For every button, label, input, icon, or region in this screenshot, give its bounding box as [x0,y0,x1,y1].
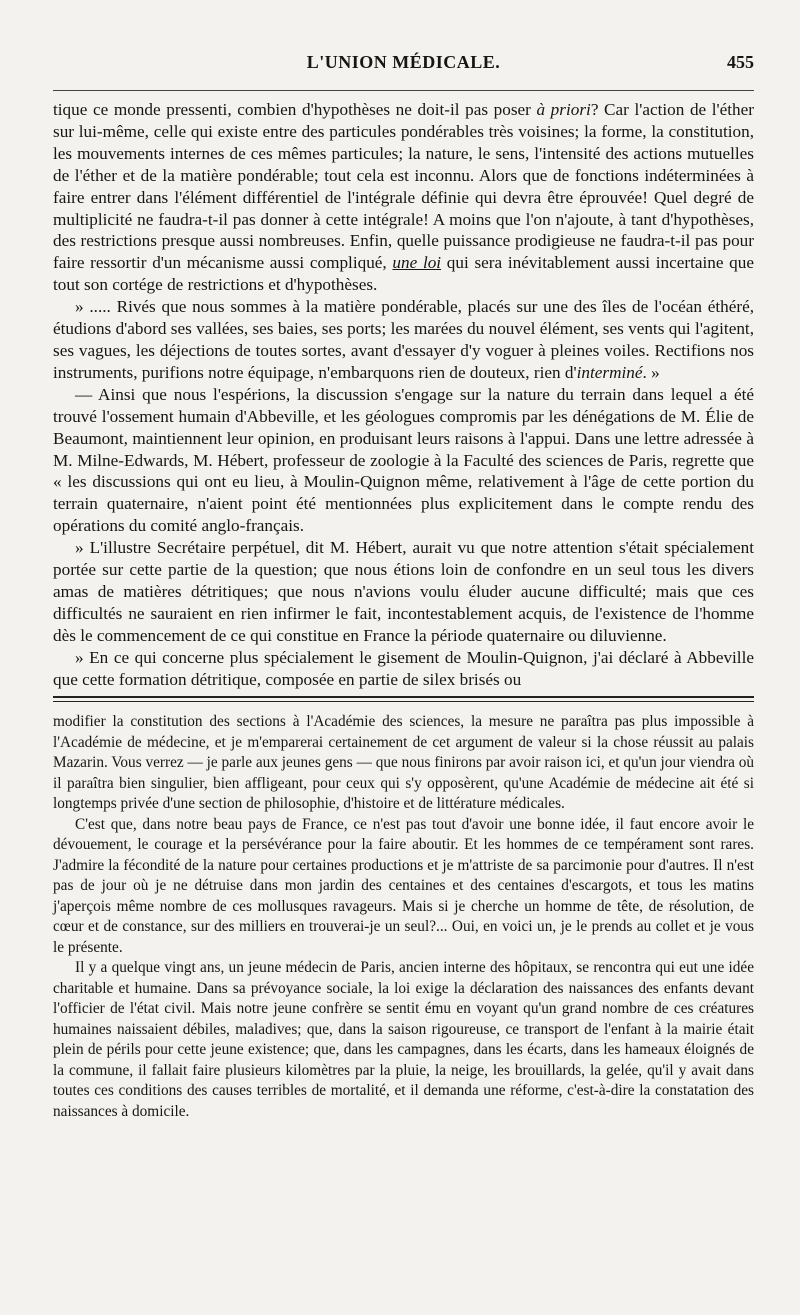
footnote-paragraph: C'est que, dans notre beau pays de France, ce n'est pas tout d'avoir une bonne idée, il faut encore avoir le dévouement, le courage et la persévérance pour la faire aboutir. Et les hommes de ce tempérament sont rares. J'admire la fécondité de la nature pour certaines productions et je m'attriste de sa parcimonie pour d'autres. Il n'est pas de jour où je ne détruise dans mon jardin des centaines et des centaines d'escargots, et tous les matins j'aperçois même nombre de ces mollusques ravageurs. Mais si je cherche un homme de tête, de résolution, de cœur et de constance, sur des milliers en trouverai-je un seul?... Oui, en voici un, je le prends au collet et je vous le présente. [53,815,754,956]
running-head [53,52,754,82]
text-run: tique ce monde pressenti, combien d'hypothèses ne doit-il pas poser [53,100,537,119]
text-run: qui sera inévitablement aussi incertaine que tout son cortége de restrictions et d'hypothèses. [53,253,755,295]
paragraph: — Ainsi que nous l'espérions, la discussion s'engage sur la nature du terrain dans lequel a été trouvé l'ossement humain d'Abbeville, et les géologues compromis par les dénégations de M. Élie de Beaumont, maintiennent leur opinion, en produisant leurs raisons à l'appui. Dans une lettre adressée à M. Milne-Edwards, M. Hébert, professeur de zoologie à la Faculté des sciences de Paris, regrette que « les discussions qui ont eu lieu, à Moulin-Quignon même, relativement à l'âge de cette portion du terrain quaternaire, n'aient point été mentionnées plus explicitement dans le compte rendu des opérations du comité anglo-français. [53,384,754,536]
footnote-text [53,712,754,1122]
text-run: » ..... Rivés que nous sommes à la matière pondérable, placés sur une des îles de l'océan éthéré, étudions d'abord ses vallées, ses baies, ses ports; les marées du nouvel élément, ses vents qui l'agitent, ses vagues, les déjections de toutes sortes, avant d'essayer d'y voguer à pleines voiles. Rectifions nos instruments, purifions notre équipage, n'embarquons rien de douteux, rien d' [53,297,754,382]
paragraph [53,296,754,384]
footnote-rule [53,696,754,702]
paragraph [53,99,754,296]
italic-text: à priori [536,100,591,119]
main-text [53,99,754,690]
text-run: ? Car l'action de l'éther sur lui-même, celle qui existe entre des particules pondérables très voisines; la forme, la constitution, les mouvements internes de ces mêmes particules; la nature, le sens, l'intensité des actions mutuelles de l'éther et de la matière pondérable; tout cela est inconnu. Alors que de fonctions indéterminées à faire entrer dans l'élément différentiel de l'intégrale définie qui devra être éprouvée! Quel degré de multiplicité ne faudra-t-il pas donner à cette intégrale! A moins que l'on n'ajoute, à tant d'hypothèses, des restrictions presque aussi nombreuses. Enfin, quelle puissance prodigieuse ne faudra-t-il pas pour faire ressortir d'un mécanisme aussi compliqué, [53,100,754,273]
italic-underlined-text: une loi [392,253,442,273]
paragraph: » L'illustre Secrétaire perpétuel, dit M. Hébert, aurait vu que notre attention s'était spécialement portée sur cette partie de la question; que nous étions loin de confondre en un seul tous les divers amas de matières détritiques; que nous n'avions voulu éluder aucune difficulté; mais que ces difficultés ne sauraient en rien infirmer le fait, incontestablement acquis, de l'existence de l'homme dès le commencement de ce qui constitue en France la période quaternaire ou diluvienne. [53,538,754,645]
header-rule [53,90,754,91]
paragraph: » En ce qui concerne plus spécialement le gisement de Moulin-Quignon, j'ai déclaré à Abbeville que cette formation détritique, composée en partie de silex brisés ou [53,647,754,689]
journal-title: L'UNION MÉDICALE. [306,52,501,72]
footnote-paragraph: modifier la constitution des sections à l'Académie des sciences, la mesure ne paraîtra pas plus impossible à l'Académie de médecine, et je m'emparerai certainement de cet argument de valeur si la chose réussit au palais Mazarin. Vous verrez — je parle aux jeunes gens — que nous finirons par avoir raison ici, et qu'un jour viendra où il paraîtra bien singulier, bien affligeant, pour ceux qui s'y opposèrent, qu'une Académie de médecine ait été si longtemps privée d'une section de philosophie, d'histoire et de littérature médicales. [53,713,754,813]
italic-text: interminé [576,362,643,382]
page-number: 455 [727,52,754,72]
footnote-paragraph: Il y a quelque vingt ans, un jeune médecin de Paris, ancien interne des hôpitaux, se rencontra qui eut une idée charitable et humaine. Dans sa prévoyance sociale, la loi exige la déclaration des naissances des enfants devant l'officier de l'état civil. Mais notre jeune confrère se sentit ému en voyant qu'un grand nombre de ces créatures humaines naissaient débiles, maladives; que, dans la saison rigoureuse, ce transport de l'enfant à la mairie était plein de périls pour cette jeune existence; que, dans les campagnes, dans les écarts, dans les hameaux éloignés de la commune, il fallait faire plusieurs kilomètres par la pluie, la neige, les brouillards, la gelée, qu'il y avait dans toutes ces conditions des causes terribles de mortalité, et il demanda une réforme, c'est-à-dire la constatation des naissances à domicile. [53,959,754,1120]
text-run: . » [642,362,660,382]
